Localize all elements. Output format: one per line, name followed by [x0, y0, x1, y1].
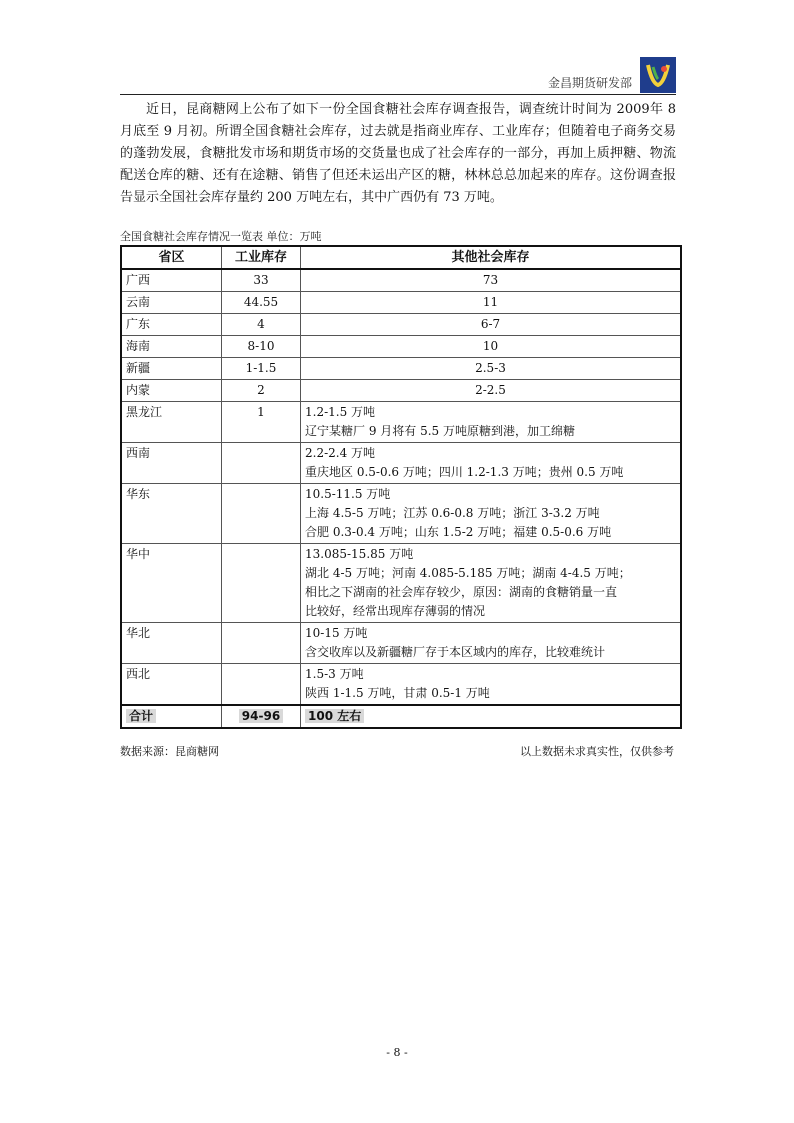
cell-other-line: 73: [482, 273, 499, 287]
cell-other: [301, 443, 682, 484]
cell-region: 广西: [121, 269, 222, 292]
cell-other: [301, 484, 682, 544]
cell-other: [301, 314, 682, 336]
cell-industrial: 4: [222, 314, 301, 336]
table-row: [121, 443, 681, 484]
total-other: 100 左右: [305, 709, 364, 723]
table-row: [121, 269, 681, 292]
cell-region: 广东: [121, 314, 222, 336]
cell-industrial: 1: [222, 402, 301, 443]
company-logo: [640, 57, 676, 93]
header-other: 其他社会库存: [301, 246, 682, 269]
table-row: [121, 358, 681, 380]
cell-region: 新疆: [121, 358, 222, 380]
cell-other: [301, 269, 682, 292]
cell-other-line: 2.5-3: [475, 361, 506, 375]
cell-region: 华北: [121, 623, 222, 664]
cell-industrial: 1-1.5: [222, 358, 301, 380]
cell-industrial: 8-10: [222, 336, 301, 358]
disclaimer: 以上数据未求真实性，仅供参考: [520, 745, 674, 758]
cell-other: [301, 623, 682, 664]
table-row: [121, 664, 681, 706]
cell-other-line: 2.2-2.4 万吨: [305, 446, 376, 460]
table-total-row: [121, 705, 681, 728]
table-caption: 全国食糖社会库存情况一览表 单位：万吨: [120, 230, 322, 243]
cell-other-line: 含交收库以及新疆糖厂存于本区域内的库存，比较难统计: [305, 645, 606, 659]
table-row: [121, 623, 681, 664]
cell-other-line: 上海 4.5-5 万吨；江苏 0.6-0.8 万吨；浙江 3-3.2 万吨: [305, 506, 600, 520]
table-row: [121, 402, 681, 443]
cell-other-line: 合肥 0.3-0.4 万吨；山东 1.5-2 万吨；福建 0.5-0.6 万吨: [305, 525, 612, 539]
cell-other-line: 11: [482, 295, 499, 309]
cell-other: [301, 292, 682, 314]
cell-industrial: 33: [222, 269, 301, 292]
total-label: 合计: [126, 709, 156, 723]
cell-other-line: 相比之下湖南的社会库存较少，原因：湖南的食糖销量一直: [305, 585, 618, 599]
cell-region: 西南: [121, 443, 222, 484]
cell-other-line: 13.085-15.85 万吨: [305, 547, 414, 561]
table-row: [121, 336, 681, 358]
cell-industrial: [222, 443, 301, 484]
cell-other: [301, 336, 682, 358]
page-header: [120, 56, 676, 95]
cell-industrial: [222, 664, 301, 706]
cell-region: 黑龙江: [121, 402, 222, 443]
cell-other: [301, 664, 682, 706]
table-row: [121, 314, 681, 336]
cell-other-line: 陕西 1-1.5 万吨，甘肃 0.5-1 万吨: [305, 686, 490, 700]
cell-other: [301, 358, 682, 380]
total-industrial: 94-96: [239, 709, 283, 723]
cell-other-line: 1.2-1.5 万吨: [305, 405, 376, 419]
cell-other-line: 重庆地区 0.5-0.6 万吨；四川 1.2-1.3 万吨；贵州 0.5 万吨: [305, 465, 624, 479]
table-row: [121, 380, 681, 402]
table-row: [121, 544, 681, 623]
table-row: [121, 292, 681, 314]
sugar-inventory-table: [120, 245, 682, 729]
cell-other-line: 湖北 4-5 万吨；河南 4.085-5.185 万吨；湖南 4-4.5 万吨；: [305, 566, 631, 580]
cell-other: [301, 380, 682, 402]
data-source: 数据来源：昆商糖网: [120, 745, 219, 758]
cell-industrial: [222, 544, 301, 623]
cell-region: 西北: [121, 664, 222, 706]
cell-other: [301, 402, 682, 443]
header-title: 金昌期货研发部: [547, 76, 632, 90]
cell-other-line: 10: [482, 339, 499, 353]
cell-other-line: 2-2.5: [475, 383, 506, 397]
cell-region: 云南: [121, 292, 222, 314]
cell-other-line: 辽宁某糖厂 9 月将有 5.5 万吨原糖到港，加工绵糖: [305, 424, 575, 438]
cell-region: 华中: [121, 544, 222, 623]
intro-paragraph: 近日，昆商糖网上公布了如下一份全国食糖社会库存调查报告，调查统计时间为 2009年 8 月底至 9 月初。所谓全国食糖社会库存，过去就是指商业库存、工业库存；但随着电子商务交易的蓬勃发展，食糖批发市场和期货市场的交货量也成了社会库存的一部分，再加上质押糖、物流配送仓库的糖、还有在途糖、销售了但还未运出产区的糖，林林总总加起来的库存。这份调查报告显示全国社会库存量约 200 万吨左右，其中广西仍有 73 万吨。: [120, 102, 676, 205]
cell-other-line: 比较好，经常出现库存薄弱的情况: [305, 604, 486, 618]
cell-region: 海南: [121, 336, 222, 358]
header-industrial: 工业库存: [222, 246, 301, 269]
header-region: 省区: [121, 246, 222, 269]
table-row: [121, 484, 681, 544]
cell-other-line: 6-7: [480, 317, 501, 331]
cell-other-line: 10-15 万吨: [305, 626, 368, 640]
cell-industrial: [222, 623, 301, 664]
cell-other: [301, 544, 682, 623]
cell-industrial: 2: [222, 380, 301, 402]
cell-region: 华东: [121, 484, 222, 544]
page-number: - 8 -: [386, 1046, 408, 1059]
cell-other-line: 1.5-3 万吨: [305, 667, 364, 681]
cell-industrial: 44.55: [222, 292, 301, 314]
cell-other-line: 10.5-11.5 万吨: [305, 487, 391, 501]
table-header-row: [121, 246, 681, 269]
cell-region: 内蒙: [121, 380, 222, 402]
cell-industrial: [222, 484, 301, 544]
